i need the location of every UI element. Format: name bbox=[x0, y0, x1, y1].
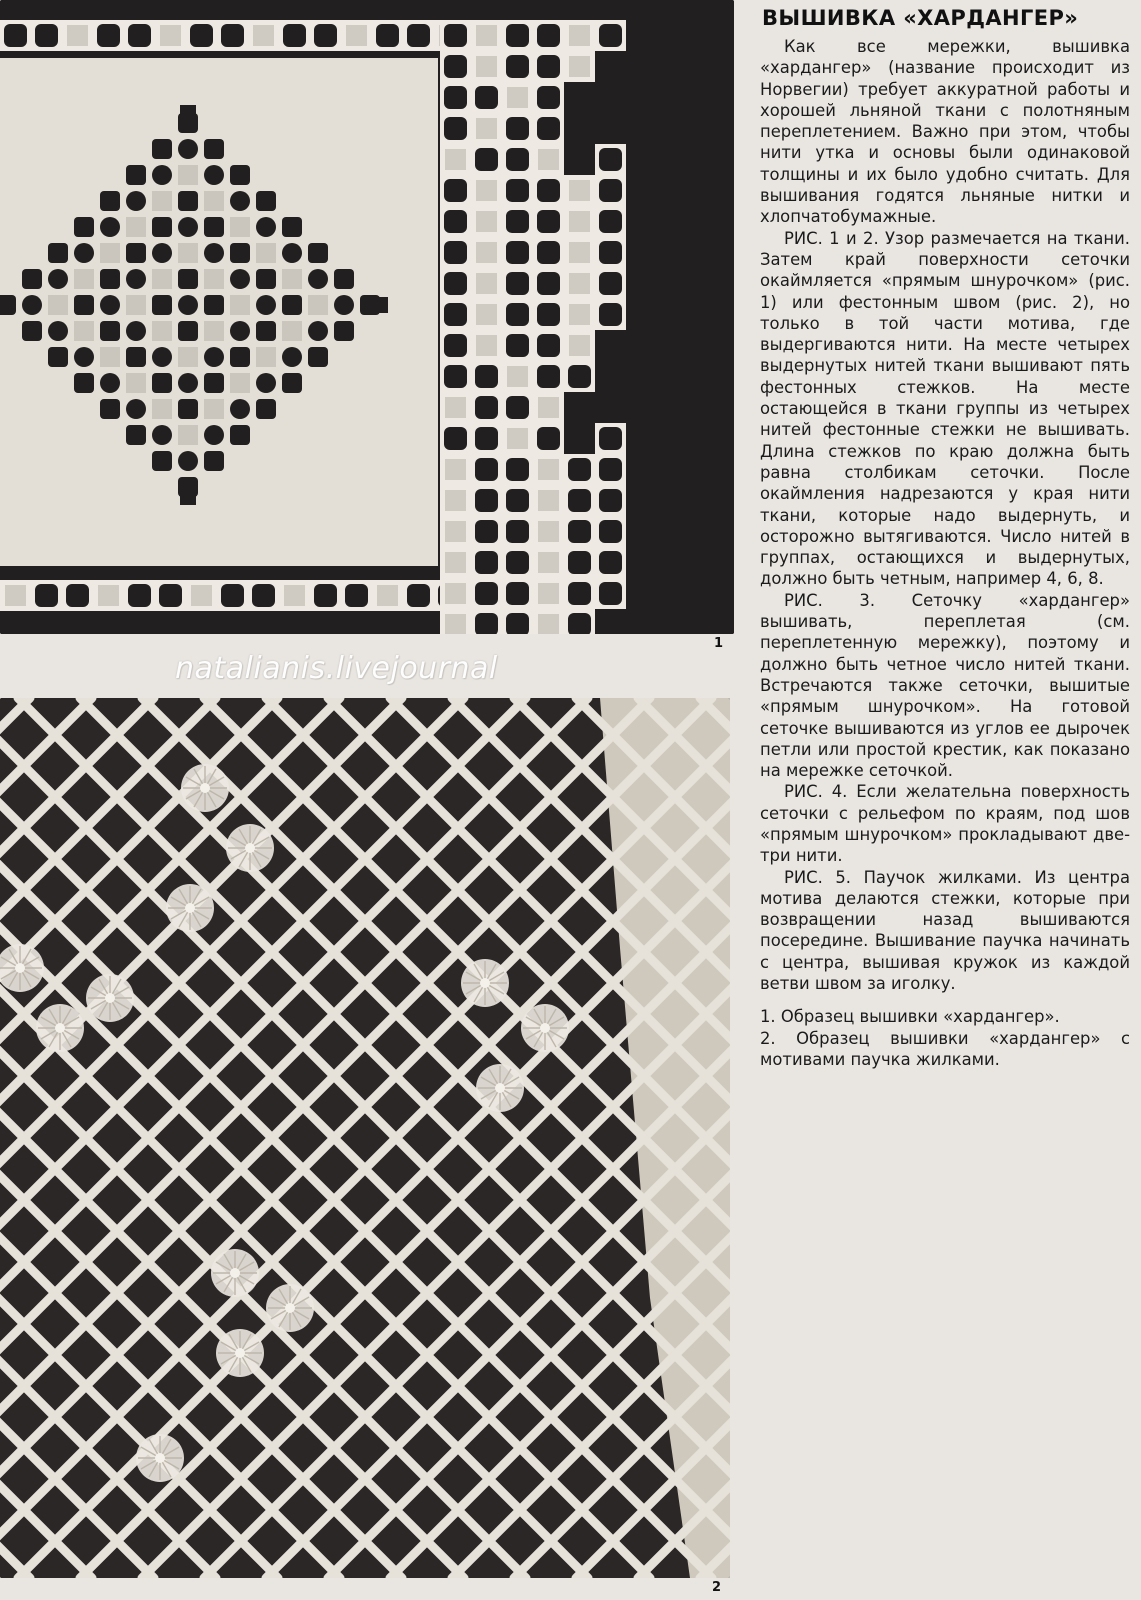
figure-1-number: 1 bbox=[714, 636, 724, 651]
paragraph-intro: Как все мережки, вышивка «хардангер» (название происходит из Норвегии) требует аккуратной работы и хорошей льняной ткани с полотняным переплетением. Важно при этом, чтобы нити утка и основы были одинаковой толщины и их было удобно считать. Для вышивания годятся льняные нитки и хлопчатобумажные. bbox=[760, 37, 1130, 227]
article-title: ВЫШИВКА «ХАРДАНГЕР» bbox=[762, 6, 1079, 30]
spider-lattice-illustration bbox=[0, 698, 730, 1578]
caption-2: 2. Образец вышивки «хардангер» с мотивами паучка жилками. bbox=[760, 1028, 1130, 1069]
figure-2-photo bbox=[0, 698, 730, 1578]
paragraph-fig5: РИС. 5. Паучок жилками. Из центра мотива делаются стежки, которые при возвращении назад вышиваются посередине. Вышивание паучка начинать с центра, вышивая кружок из каждой ветви швом за иголку. bbox=[760, 867, 1130, 994]
figure-captions bbox=[760, 1006, 1130, 1070]
paragraph-fig3: РИС. 3. Сеточку «хардангер» вышивать, переплетая (см. переплетенную мережку), поэтому и должно быть четное число нитей ткани. Встречаются также сеточки, вышитые «прямым шнурочком». На готовой сеточке вышиваются из углов ее дырочек петли или простой крестик, как показано на мережке сеточкой. bbox=[760, 590, 1130, 781]
figure-2-number: 2 bbox=[712, 1580, 722, 1595]
paragraph-fig1-2: РИС. 1 и 2. Узор размечается на ткани. Затем край поверхности сеточки окаймляется «прямым шнурочком» (рис. 1) или фестонным швом (рис. 2), но только в той части мотива, где выдергиваются нити. На месте четырех выдернутых нитей ткани вышивают пять фестонных стежков. На месте остающейся в ткани группы из четырех нитей фестонные стежки не вышивать. Длина стежков по краю должна быть равна столбикам сеточки. После окаймления надрезаются у края нити ткани, которые надо выдернуть, и осторожно вытягиваются. Число нитей в группах, остающихся и выдернутых, должно быть четным, например 4, 6, 8. bbox=[760, 228, 1130, 589]
paragraph-fig4: РИС. 4. Если желательна поверхность сеточки с рельефом по краям, под шов «прямым шнурочком» прокладывают две-три нити. bbox=[760, 782, 1130, 866]
hardanger-sample-illustration bbox=[0, 0, 734, 634]
caption-1: 1. Образец вышивки «хардангер». bbox=[760, 1007, 1060, 1027]
article-column bbox=[760, 0, 1130, 1600]
figure-1-photo bbox=[0, 0, 734, 634]
watermark: natalianis.livejournal bbox=[175, 651, 498, 686]
